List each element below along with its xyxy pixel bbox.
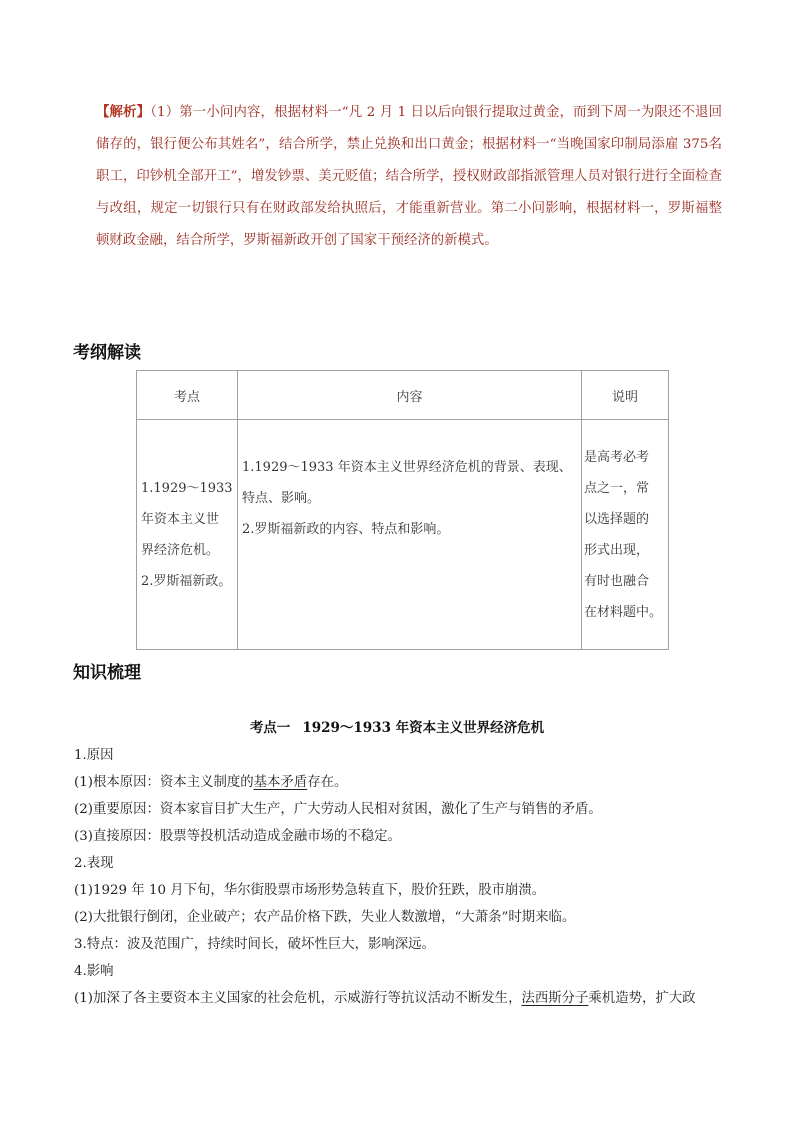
header-neirong: 内容	[238, 371, 582, 420]
topic-label: 考点一	[249, 720, 291, 736]
cell-kaodian	[137, 420, 238, 650]
cell-line: 特点、影响。	[242, 491, 321, 506]
section-impact-title: 4.影响	[74, 964, 114, 979]
cell-line: 在材料题中。	[584, 604, 663, 620]
analysis-line: （1）第一小问内容，根据材料一“凡 2 月 1 日以后向银行提取过黄金，而到下周一为限还不退	[150, 105, 709, 120]
analysis-paragraph	[96, 96, 722, 257]
cell-line: 2.罗斯福新政的内容、特点和影响。	[242, 522, 450, 537]
section-cause-title: 1.原因	[74, 748, 114, 763]
manifest-2: (2)大批银行倒闭，企业破产；农产品价格下跌，失业人数激增，“大萧条”时期来临。	[74, 910, 576, 925]
analysis-line: 面检查与改组，规定一切银行只有在财政部发给执照后，才能重新营业。第二小问影响，根据材料一，	[96, 169, 723, 216]
line-text: (1)加深了各主要资本主义国家的社会危机，示威游行等抗议活动不断发生，	[74, 991, 522, 1006]
topic-title	[0, 716, 794, 736]
cell-line: 形式出现，	[584, 542, 650, 558]
header-shuoming: 说明	[582, 371, 669, 420]
cell-line: 以选择题的	[584, 511, 650, 527]
cause-important: (2)重要原因：资本家盲目扩大生产，广大劳动人民相对贫困，激化了生产与销售的矛盾。	[74, 802, 602, 817]
cause-root	[74, 771, 347, 790]
analysis-tag: 【解析】	[96, 104, 151, 120]
impact-1	[74, 987, 696, 1006]
syllabus-table	[136, 370, 669, 650]
manifest-1: (1)1929 年 10 月下旬，华尔街股票市场形势急转直下，股价狂跌，股市崩溃。	[74, 883, 546, 898]
table-row	[137, 420, 669, 650]
cell-line: 年资本主义世	[141, 511, 220, 527]
section-feature: 3.特点：波及范围广，持续时间长，破坏性巨大，影响深远。	[74, 937, 435, 952]
cell-line: 2.罗斯福新政。	[141, 573, 232, 589]
cell-line: 1.1929～1933	[141, 480, 233, 496]
header-kaodian: 考点	[137, 371, 238, 420]
line-text: 存在。	[307, 775, 348, 790]
cause-direct: (3)直接原因：股票等投机活动造成金融市场的不稳定。	[74, 829, 401, 844]
analysis-line: 回储存的，银行便公布其姓名”，结合所学，禁止兑换和出口黄金；根据材料一“当晚国家印制局添雇 375	[96, 105, 722, 152]
cell-shuoming	[582, 420, 669, 650]
cell-line: 1.1929～1933 年资本主义世界经济危机的背景、表现、	[242, 460, 572, 475]
line-text: 乘机造势，扩大政	[588, 991, 696, 1006]
table-header-row	[137, 371, 669, 420]
knowledge-heading: 知识梳理	[73, 663, 141, 683]
analysis-line: 罗斯福整顿财政金融，结合所学，罗斯福新政开创了国家干预经济的新模式。	[96, 201, 722, 248]
syllabus-heading: 考纲解读	[73, 343, 141, 363]
cell-line: 是高考必考	[584, 449, 650, 465]
section-manifest-title: 2.表现	[74, 856, 114, 871]
underlined-term: 基本矛盾	[253, 775, 308, 790]
line-text: (1)根本原因：资本主义制度的	[74, 775, 254, 790]
analysis-line: 名职工，印钞机全部开工”，增发钞票、美元贬值；结合所学，授权财政部指派管理人员对银行进行全	[96, 137, 722, 184]
cell-line: 点之一，常	[584, 480, 650, 496]
cell-line: 界经济危机。	[141, 542, 220, 558]
topic-text: 1929～1933 年资本主义世界经济危机	[302, 720, 545, 736]
underlined-term: 法西斯分子	[521, 991, 589, 1006]
cell-neirong	[238, 420, 582, 650]
cell-line: 有时也融合	[584, 573, 650, 589]
